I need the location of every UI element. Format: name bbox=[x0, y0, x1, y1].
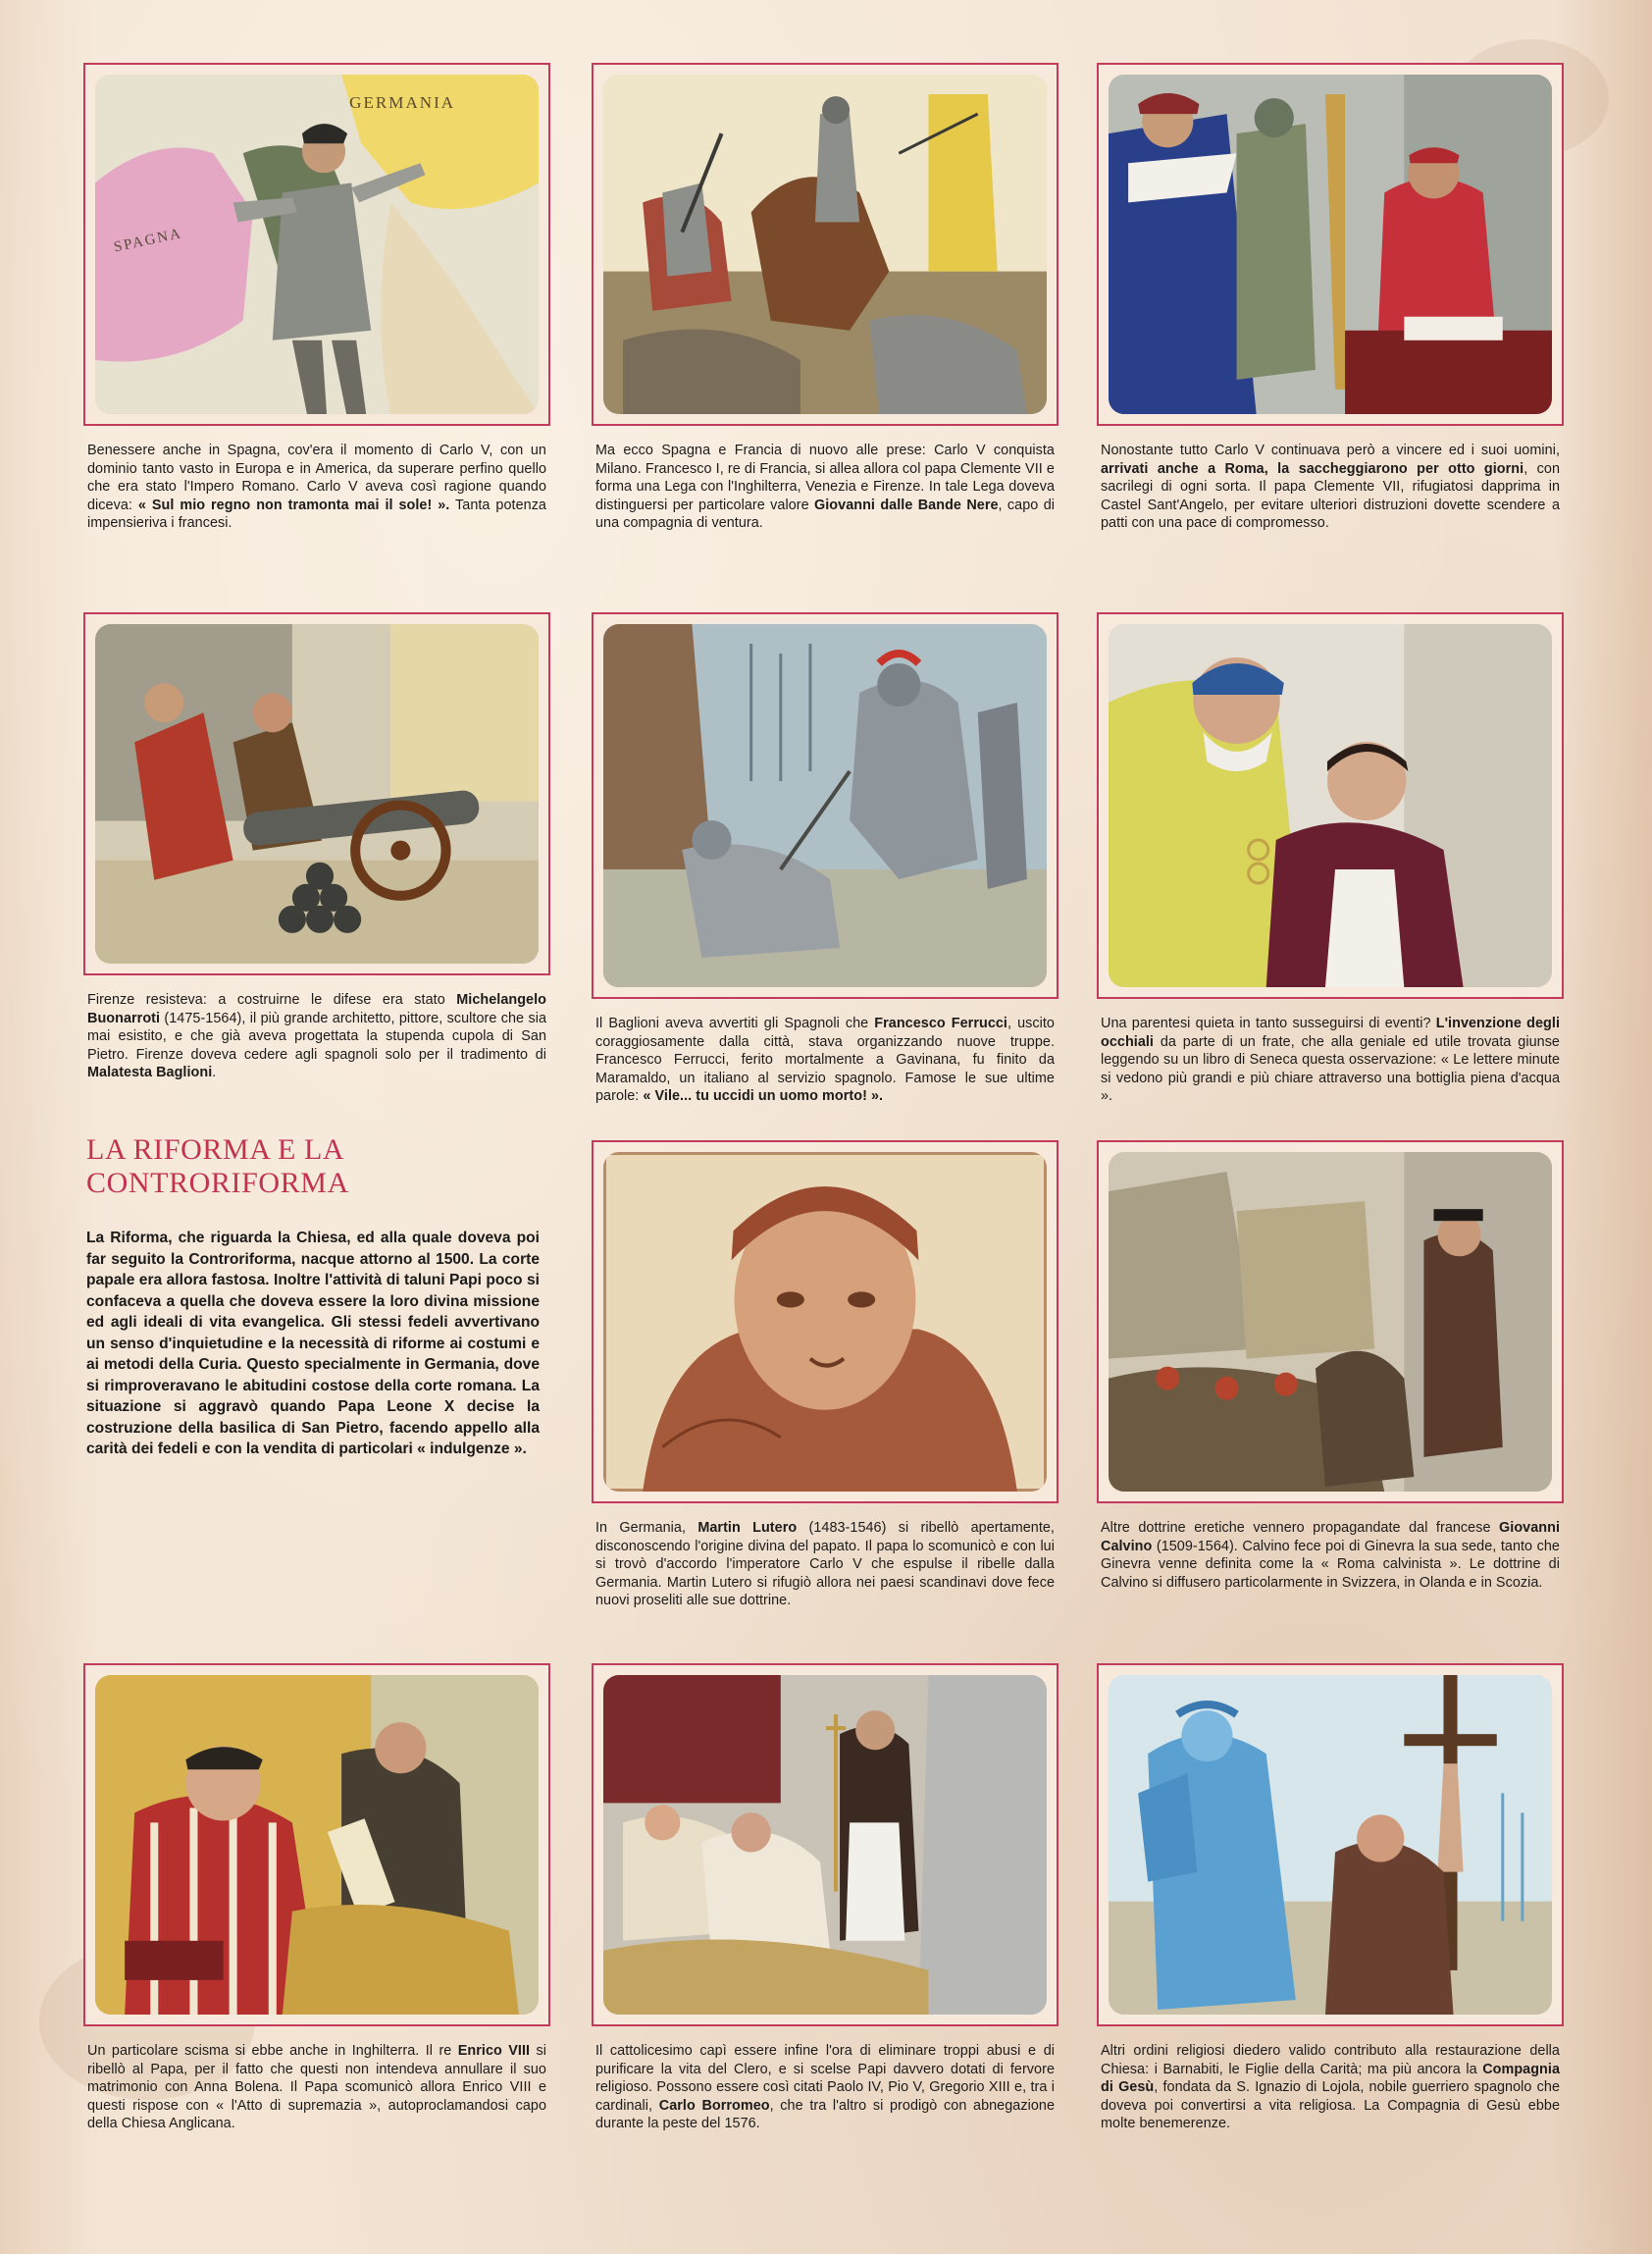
card-frame bbox=[83, 612, 550, 975]
caption-run: (1509-1564). Calvino fece poi di Ginevra la sua sede, tanto che Ginevra venne definita come la « Roma calvinista ». Le dottrine di Calvino si diffusero particolarmente in Svizzera, in Olanda e in Scozia. bbox=[1101, 1538, 1560, 1591]
illustration-calvin bbox=[1109, 1152, 1552, 1492]
caption-run: Tanta potenza impensieriva i francesi. bbox=[87, 497, 546, 531]
card-caption bbox=[1101, 442, 1560, 533]
illustration-luther bbox=[603, 1152, 1047, 1492]
cannon-art bbox=[95, 624, 539, 964]
caption-bold-run: Enrico VIII bbox=[457, 2043, 531, 2059]
caption-run: Un particolare scisma si ebbe anche in Inghilterra. Il re bbox=[87, 2043, 458, 2059]
card-3 bbox=[1097, 63, 1564, 533]
card-caption bbox=[1101, 1519, 1560, 1592]
illustration-map-knight bbox=[95, 75, 539, 414]
caption-bold-run: Compagnia di Gesù bbox=[1101, 2061, 1560, 2095]
caption-run: si ribellò al Papa, per il fatto che questi non intendeva annullare il suo matrimonio con Anna Bolena. Il Papa scomunicò allora Enrico VIII e questi rispose con « l'Atto di supremazia », autoproclamandosi capo della Chiesa Anglicana. bbox=[87, 2043, 546, 2131]
card-11 bbox=[1097, 1663, 1564, 2133]
caption-bold-run: arrivati anche a Roma, la saccheggiarono per otto giorni bbox=[1101, 460, 1524, 477]
caption-run: Benessere anche in Spagna, cov'era il momento di Carlo V, con un dominio tanto vasto in Europa e in America, da superare perfino quello che era stato l'Impero Romano. Carlo V aveva così ragione quando diceva: bbox=[87, 443, 546, 513]
calvin-art bbox=[1109, 1152, 1552, 1492]
luther-art bbox=[603, 1152, 1047, 1492]
essay-title-line: CONTRORIFORMA bbox=[86, 1167, 349, 1199]
card-frame bbox=[592, 63, 1058, 426]
caption-run: Ma ecco Spagna e Francia di nuovo alle prese: Carlo V conquista Milano. Francesco I, re di Francia, si allea allora col papa Clemente VII e forma una Lega con l'Inghilterra, Venezia e Firenze. In tale Lega doveva distinguersi per particolare valore bbox=[595, 443, 1055, 513]
caption-run: In Germania, bbox=[595, 1520, 698, 1536]
caption-run: Altri ordini religiosi diedero valido contributo alla restaurazione della Chiesa: i Barnabiti, le Figlie della Carità; ma più ancora la bbox=[1101, 2043, 1560, 2077]
caption-run: , con sacrilegi di ogni sorta. Il papa Clemente VII, rifugiatosi dapprima in Castel Sant'Angelo, per evitare ulteriori distruzioni dovette scendere a patti con una pace di compromesso. bbox=[1101, 460, 1561, 531]
caption-run: Il cattolicesimo capì essere infine l'ora di eliminare troppi abusi e di purificare la vita del Clero, e si scelse Papi davvero dotati di fervore religioso. Possono essere così citati Paolo IV, Pio V, Gregorio XIII e, tra i cardinali, bbox=[595, 2043, 1055, 2114]
card-caption bbox=[1101, 2042, 1560, 2133]
illustration-henry-viii bbox=[95, 1675, 539, 2015]
essay-section bbox=[86, 1133, 540, 1460]
essay-title bbox=[86, 1133, 540, 1200]
pope-council-art bbox=[1109, 75, 1552, 414]
card-5 bbox=[592, 612, 1058, 1106]
caption-bold-run: Malatesta Baglioni bbox=[87, 1065, 213, 1080]
card-frame bbox=[1097, 63, 1564, 426]
card-6 bbox=[1097, 612, 1564, 1106]
card-10 bbox=[592, 1663, 1058, 2133]
card-caption bbox=[87, 2042, 546, 2133]
knight-duel-art bbox=[603, 624, 1047, 987]
caption-run: , capo di una compagnia di ventura. bbox=[595, 497, 1055, 531]
caption-bold-run: Carlo Borromeo bbox=[658, 2097, 770, 2114]
card-2 bbox=[592, 63, 1058, 533]
card-frame bbox=[592, 1140, 1058, 1503]
caption-run: Firenze resisteva: a costruirne le difese era stato bbox=[87, 992, 457, 1008]
card-7 bbox=[592, 1140, 1058, 1610]
card-caption bbox=[595, 442, 1055, 533]
caption-run: (1475-1564), il più grande architetto, pittore, scultore che sia mai esistito, e che già aveva progettata la stupenda cupola di San Pietro. Firenze doveva cedere agli spagnoli solo per il tradimento di bbox=[87, 1010, 546, 1063]
henry-viii-art bbox=[95, 1675, 539, 2015]
card-8 bbox=[1097, 1140, 1564, 1592]
card-caption bbox=[595, 1519, 1055, 1610]
loyola-art bbox=[1109, 1675, 1552, 2015]
caption-bold-run: Francesco Ferrucci bbox=[874, 1016, 1007, 1031]
card-caption bbox=[87, 442, 546, 533]
map-knight-art bbox=[95, 75, 539, 414]
card-frame bbox=[1097, 1663, 1564, 2026]
illustration-plague bbox=[603, 1675, 1047, 2015]
caption-run: Altre dottrine eretiche vennero propagandate dal francese bbox=[1101, 1520, 1500, 1536]
caption-bold-run: L'invenzione degli occhiali bbox=[1101, 1016, 1560, 1050]
card-caption bbox=[1101, 1015, 1560, 1106]
card-caption bbox=[595, 2042, 1055, 2133]
illustration-knight-duel bbox=[603, 624, 1047, 987]
card-caption bbox=[87, 991, 546, 1082]
card-frame bbox=[83, 1663, 550, 2026]
caption-bold-run: Giovanni Calvino bbox=[1101, 1520, 1560, 1554]
map-label-germania: GERMANIA bbox=[349, 93, 456, 113]
illustration-loyola bbox=[1109, 1675, 1552, 2015]
caption-bold-run: Martin Lutero bbox=[697, 1520, 798, 1536]
illustration-pope-council bbox=[1109, 75, 1552, 414]
cavalry-battle-art bbox=[603, 75, 1047, 414]
card-4 bbox=[83, 612, 550, 1082]
illustration-cavalry-battle bbox=[603, 75, 1047, 414]
card-frame bbox=[592, 1663, 1058, 2026]
card-frame bbox=[592, 612, 1058, 999]
card-frame bbox=[1097, 612, 1564, 999]
caption-run: , fondata da S. Ignazio di Lojola, nobile guerriero spagnolo che doveva poi convertirsi a vita religiosa. La Compagnia di Gesù ebbe molte benemerenze. bbox=[1101, 2079, 1560, 2131]
card-9 bbox=[83, 1663, 550, 2133]
caption-bold-run: « Vile... tu uccidi un uomo morto! ». bbox=[643, 1088, 884, 1104]
caption-run: Nonostante tutto Carlo V continuava però a vincere ed i suoi uomini, bbox=[1101, 443, 1560, 458]
plague-art bbox=[603, 1675, 1047, 2015]
caption-run: (1483-1546) si ribellò apertamente, disconoscendo l'origine divina del papato. Il papa lo scomunicò e con lui si trovò d'accordo l'imperatore Carlo V che espulse il ribelle dalla Germania. Martin Lutero si rifugiò allora nei paesi scandinavi dove fece nuovi proseliti alle sue dottrine. bbox=[595, 1520, 1055, 1608]
card-1 bbox=[83, 63, 550, 533]
essay-body: La Riforma, che riguarda la Chiesa, ed alla quale doveva poi far seguito la Controriforma, nacque attorno al 1500. La corte papale era allora fastosa. Inoltre l'attività di taluni Papi poco si confaceva a quella che doveva essere la loro divina missione ed agli ideali di vita evangelica. Gli stessi fedeli avvertivano un senso d'inquietudine e la necessità di riforme ai costumi e ai metodi della Curia. Questo specialmente in Germania, dove si rimproveravano le abitudini costose della corte romana. La situazione si aggravò quando Papa Leone X decise la costruzione della basilica di San Pietro, facendo appello alla carità dei fedeli e con la vendita di particolari « indulgenze ». bbox=[86, 1230, 540, 1457]
caption-run: Una parentesi quieta in tanto susseguirsi di eventi? bbox=[1101, 1016, 1436, 1031]
caption-run: . bbox=[212, 1065, 217, 1080]
caption-run: Il Baglioni aveva avvertiti gli Spagnoli che bbox=[595, 1016, 875, 1031]
illustration-cannon bbox=[95, 624, 539, 964]
card-frame bbox=[1097, 1140, 1564, 1503]
card-caption bbox=[595, 1015, 1055, 1106]
illustration-spectacles bbox=[1109, 624, 1552, 987]
caption-run: , che tra l'altro si prodigò con abnegazione durante la peste del 1576. bbox=[595, 2097, 1055, 2131]
caption-bold-run: Michelangelo Buonarroti bbox=[87, 992, 546, 1026]
caption-bold-run: « Sul mio regno non tramonta mai il sole! ». bbox=[137, 497, 450, 513]
caption-run: , uscito coraggiosamente dalla città, stava organizzando nuove truppe. Francesco Ferrucci, ferito mortalmente a Gavinana, fu finito da Maramaldo, un italiano al servizio spagnolo. Famose le sue ultime parole: bbox=[595, 1016, 1055, 1104]
spectacles-art bbox=[1109, 624, 1552, 987]
caption-bold-run: Giovanni dalle Bande Nere bbox=[814, 497, 999, 513]
card-frame bbox=[83, 63, 550, 426]
caption-run: da parte di un frate, che alla geniale ed utile trovata giunse leggendo su un libro di Seneca questa osservazione: « Le lettere minute si vedono più grandi e più chiare attraverso una bottiglia piena d'acqua ». bbox=[1101, 1033, 1560, 1104]
essay-title-line: LA RIFORMA E LA bbox=[86, 1133, 345, 1166]
map-label-spagna: SPAGNA bbox=[112, 226, 184, 256]
